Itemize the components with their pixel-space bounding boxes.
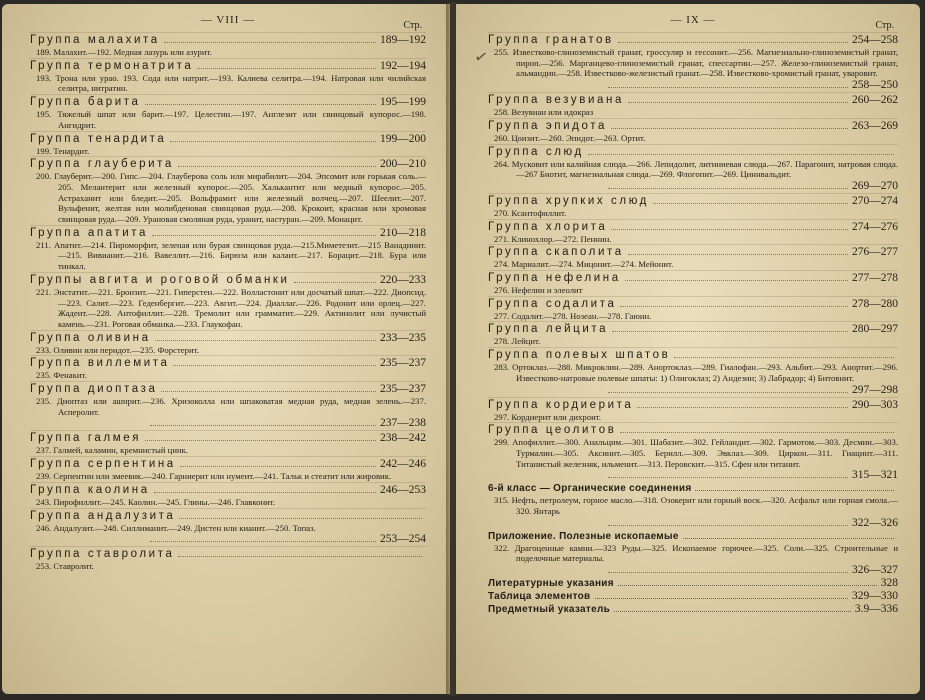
right-contents-list — [488, 32, 898, 482]
group-heading — [30, 94, 426, 109]
contents-group — [30, 156, 426, 225]
dot-leader — [154, 492, 376, 493]
page-range: 269—270 — [852, 179, 898, 192]
appendix-title: Приложение. Полезные ископаемые — [488, 530, 679, 542]
group-pages: 260—262 — [852, 94, 898, 107]
group-pages: 200—210 — [380, 158, 426, 171]
left-page — [2, 4, 450, 694]
group-heading — [30, 508, 426, 523]
mineral-entry: 235. Диоптаз или ашнрит.—236. Хризоколла или шпаковатая медная руда, медная зелень.—237. Асперолит. — [36, 396, 426, 417]
dot-leader — [628, 254, 848, 255]
dot-leader — [595, 598, 848, 599]
contents-group — [488, 270, 898, 296]
dot-leader — [620, 432, 894, 433]
dot-leader — [608, 188, 848, 189]
group-title: Группа эпидота — [488, 119, 607, 132]
contents-group — [30, 546, 426, 572]
appendix-heading — [488, 577, 898, 590]
contents-group — [488, 347, 898, 396]
page-range-line — [488, 517, 898, 530]
page-number-left: — VIII — — [200, 14, 256, 26]
dot-leader — [155, 340, 376, 341]
left-page-header — [30, 10, 426, 32]
appendix-entry: 322. Драгоценные камни.—323 Руды.—325. Ископаемое горючее.—325. Соли.—325. Строительные и поделочные материалы. — [494, 542, 898, 564]
dot-leader — [608, 525, 848, 526]
mineral-entry: 195. Тяжелый шпат или барит.—197. Целестин.—197. Англезит или свинцовый купорос.—198. Ангидрит. — [36, 109, 426, 130]
group-pages: 235—237 — [380, 383, 426, 396]
group-title: Группа гранатов — [488, 34, 614, 46]
group-heading — [488, 244, 898, 259]
appendix-title: Литературные указания — [488, 578, 614, 590]
group-pages: 192—194 — [380, 59, 426, 72]
group-heading — [30, 546, 426, 561]
group-heading — [488, 422, 898, 437]
group-heading — [488, 397, 898, 412]
group-heading — [488, 219, 898, 234]
dot-leader — [173, 365, 376, 366]
group-pages: 233—235 — [380, 331, 426, 344]
group-pages: 246—253 — [380, 483, 426, 496]
group-heading — [30, 272, 426, 287]
contents-group — [488, 32, 898, 92]
dot-leader — [588, 154, 894, 155]
contents-group — [488, 219, 898, 245]
page-range: 315—321 — [852, 469, 898, 482]
mineral-entry: 270. Ксантофиллит. — [494, 207, 567, 218]
appendix-pages: 328 — [880, 577, 898, 590]
group-pages: 278—280 — [852, 297, 898, 310]
contents-group — [30, 32, 426, 58]
mineral-entry: 260. Цоизит.—260. Эпидот.—263. Ортит. — [494, 132, 646, 143]
contents-group — [488, 321, 898, 347]
contents-group — [488, 144, 898, 193]
dot-leader — [150, 541, 376, 542]
page-range-line — [488, 180, 898, 193]
group-pages: 189—192 — [380, 34, 426, 46]
group-title: Группа глауберита — [30, 158, 174, 171]
dot-leader — [152, 235, 376, 236]
mineral-entry: 253. Ставролит. — [36, 561, 94, 572]
mineral-entry: 193. Трона или урао. 193. Сода или натрит.—193. Калиева селитра.—194. Натровая или чилийская селитра, нитратин. — [36, 72, 426, 94]
mineral-entry: 237. Галмей, каламин, кремнистый цинк. — [36, 445, 189, 456]
group-title: Группа тенардита — [30, 132, 167, 145]
dot-leader — [164, 42, 376, 43]
contents-group — [488, 296, 898, 322]
mineral-entry: 239. Серпентин или змеевик.—240. Гарниерит или нумеит.—241. Тальк и стеатит или жировик. — [36, 471, 392, 482]
appendix-entry: 315. Нефть, петролеум, горное масло.—318. Озокерит или горный воск.—320. Асфальт или горная смола.—320. Янтарь — [494, 495, 898, 517]
mineral-entry: 235. Фенакит. — [36, 370, 87, 381]
page-column-label: Стр. — [875, 20, 894, 31]
group-pages: 235—237 — [380, 357, 426, 370]
group-title: Группа хлорита — [488, 220, 608, 233]
group-title: Группа цеолитов — [488, 424, 617, 437]
dot-leader — [695, 490, 894, 491]
mineral-entry: 233. Оливин или перидот.—235. Форстерит. — [36, 344, 199, 355]
appendix-title: Предметный указатель — [488, 604, 611, 616]
group-title: Группа лейцита — [488, 323, 609, 336]
group-pages: 254—258 — [852, 34, 898, 46]
contents-group — [30, 430, 426, 456]
dot-leader — [625, 280, 848, 281]
page-column-label: Стр. — [403, 20, 422, 31]
group-pages: 274—276 — [852, 220, 898, 233]
group-heading — [30, 381, 426, 396]
mineral-entry: 264. Мусковит или калийная слюда.—266. Лепидолит, литиниевая слюда.—267. Парагонит, натровая слюда.—267 Биотит, магнезиальная слюда.—269. Флогопит.—269. Циннвальдит. — [494, 158, 898, 180]
group-title: Группа нефелина — [488, 272, 621, 285]
group-heading — [30, 482, 426, 497]
page-range-line — [488, 79, 898, 92]
dot-leader — [294, 282, 376, 283]
contents-group — [488, 397, 898, 423]
appendix-title: Таблица элементов — [488, 591, 591, 603]
page-number-right: — IX — — [670, 14, 716, 26]
group-heading — [488, 347, 898, 362]
group-title: Группа оливина — [30, 331, 151, 344]
mineral-entry: 274. Мариалит.—274. Мицонит.—274. Мейонит. — [494, 259, 674, 270]
contents-group — [488, 193, 898, 219]
group-title: Группа содалита — [488, 297, 617, 310]
appendix-heading — [488, 482, 898, 495]
dot-leader — [618, 585, 877, 586]
group-pages: 263—269 — [852, 119, 898, 132]
dot-leader — [628, 102, 848, 103]
group-heading — [30, 58, 426, 73]
group-heading — [488, 193, 898, 208]
group-heading — [488, 270, 898, 285]
group-heading — [30, 131, 426, 146]
dot-leader — [674, 357, 894, 358]
contents-group — [30, 131, 426, 157]
page-range-line — [488, 564, 898, 577]
page-range-line — [30, 533, 426, 546]
contents-group — [30, 94, 426, 130]
dot-leader — [637, 407, 848, 408]
page-range: 297—298 — [852, 383, 898, 396]
dot-leader — [150, 425, 376, 426]
group-title: Группа барита — [30, 96, 141, 109]
contents-group — [30, 225, 426, 272]
group-title: Группа слюд — [488, 145, 584, 158]
contents-group — [30, 272, 426, 330]
contents-group — [488, 92, 898, 118]
contents-group — [30, 456, 426, 482]
appendix-title: 6-й класс — Органические соединения — [488, 483, 692, 495]
group-title: Группа полевых шпатов — [488, 349, 671, 362]
page-range: 326—327 — [852, 564, 898, 577]
contents-group — [488, 422, 898, 482]
mineral-entry: 299. Апофиллит.—300. Анальцим.—301. Шабазит.—302. Гейландит.—302. Гармотом.—303. Десмин.—303. Турмалин.—305. Аксинит.—305. Берилл.—309. Эвклаз.—309. Циркон.—311. Гиацинт.—311. Титанистый железняк, ильменит.—313. Перовскит.—315. Сфен или титанит. — [494, 437, 898, 469]
page-range: 237—238 — [380, 417, 426, 430]
contents-group — [30, 508, 426, 547]
contents-group — [488, 118, 898, 144]
dot-leader — [161, 391, 376, 392]
page-range-line — [30, 417, 426, 430]
group-pages: 242—246 — [380, 458, 426, 471]
group-pages: 280—297 — [852, 323, 898, 336]
left-contents-list — [30, 32, 426, 572]
group-title: Группа диоптаза — [30, 383, 158, 396]
mineral-entry: 258. Везувиан или идокраз — [494, 107, 594, 118]
contents-group — [30, 330, 426, 356]
mineral-entry: 278. Лейцит. — [494, 336, 541, 347]
mineral-entry: 189. Малахит.—192. Медная лазурь или азурит. — [36, 47, 212, 57]
group-pages: 195—199 — [380, 96, 426, 109]
dot-leader — [608, 392, 848, 393]
dot-leader — [611, 229, 848, 230]
group-title: Группа везувиана — [488, 94, 624, 107]
page-range-line — [488, 384, 898, 397]
group-title: Группа скаполита — [488, 246, 624, 259]
dot-leader — [683, 538, 894, 539]
group-heading — [30, 225, 426, 240]
group-pages: 199—200 — [380, 132, 426, 145]
group-pages: 290—303 — [852, 398, 898, 411]
group-title: Группа кордиерита — [488, 398, 634, 411]
dot-leader — [608, 87, 848, 88]
contents-group — [30, 355, 426, 381]
check-mark-icon: ✓ — [472, 48, 490, 68]
group-title: Группа хрупких слюд — [488, 194, 649, 207]
group-title: Группа малахита — [30, 34, 160, 46]
group-heading — [488, 296, 898, 311]
dot-leader — [180, 466, 376, 467]
group-pages: 277—278 — [852, 272, 898, 285]
group-heading — [30, 32, 426, 47]
group-title: Группа апатита — [30, 226, 149, 239]
mineral-entry: 297. Кордиерит или дихроит. — [494, 411, 602, 422]
dot-leader — [145, 104, 376, 105]
dot-leader — [611, 128, 848, 129]
dot-leader — [179, 518, 422, 519]
mineral-entry: 221. Энстатит.—221. Бронзит.—221. Гиперстен.—222. Волластонит или досчатый шпат.—222. Диопсид.—223. Салит.—223. Геденбергит.—223. Авгит.—224. Диаллаг.—226. Родонит или орлец.—227. Жадеит.—228. Антофиллит.—228. Тремолит или грамматит.—229. Актинолит или лучистый камень.—231. Роговая обманка.—233. Глаукофан. — [36, 286, 426, 329]
mineral-entry: 271. Клинохлор.—272. Пеннин. — [494, 233, 612, 244]
dot-leader — [145, 440, 376, 441]
group-heading — [488, 92, 898, 107]
group-heading — [30, 456, 426, 471]
appendix-list — [488, 482, 898, 616]
appendix-pages: 329—330 — [852, 590, 898, 603]
appendix-heading — [488, 603, 898, 616]
group-pages: 210—218 — [380, 226, 426, 239]
group-title: Группа ставролита — [30, 548, 175, 561]
group-pages: 276—277 — [852, 246, 898, 259]
mineral-entry: 283. Ортоклаз.—288. Микроклин.—289. Анортоклаз.—289. Гиалофан.—293. Альбит.—293. Анортит.—296. Известково-натровые полевые шпаты: 1) Олигоклаз; 2) Андезин; 3) Лабрадор; 4) Битовнит. — [494, 362, 898, 383]
group-heading — [30, 355, 426, 370]
contents-group — [30, 482, 426, 508]
page-range: 322—326 — [852, 516, 898, 529]
dot-leader — [612, 331, 848, 332]
group-pages: 270—274 — [852, 194, 898, 207]
mineral-entry: 255. Известково-глиноземистый гранат, гроссуляр и гессонит.—256. Магнезиально-глиноземистый гранат, пироп.—256. Марганцево-глиноземистый гранат, спессартин.—257. Железо-глиноземистый гранат, альмандин.—258. Известково-железистый гранат.—258. Известково-хромистый гранат, уваровит. — [494, 47, 898, 79]
mineral-entry: 276. Нефелин и элеолит — [494, 285, 583, 296]
mineral-entry: 199. Тенардит. — [36, 145, 90, 156]
mineral-entry: 243. Пирофиллит.—245. Каолин.—245. Глины.—246. Главконит. — [36, 496, 276, 507]
appendix-heading — [488, 530, 898, 543]
dot-leader — [618, 42, 848, 43]
contents-group — [488, 244, 898, 270]
dot-leader — [608, 477, 848, 478]
group-heading — [488, 321, 898, 336]
group-title: Группы авгита и роговой обманки — [30, 273, 290, 286]
page-range: 253—254 — [380, 533, 426, 546]
group-heading — [488, 32, 898, 47]
group-title: Группа серпентина — [30, 458, 176, 471]
dot-leader — [170, 141, 376, 142]
right-page-header — [488, 10, 898, 32]
group-heading — [30, 156, 426, 171]
mineral-entry: 246. Андалузит.—248. Силлиманит.—249. Дистен или кианит.—250. Топаз. — [36, 522, 316, 533]
dot-leader — [620, 306, 848, 307]
group-heading — [30, 330, 426, 345]
right-page — [456, 4, 920, 694]
contents-group — [30, 58, 426, 94]
contents-group — [30, 381, 426, 430]
group-pages: 220—233 — [380, 273, 426, 286]
group-title: Группа виллемита — [30, 357, 170, 370]
group-title: Группа андалузита — [30, 509, 176, 522]
appendix-pages: 3.9—336 — [854, 603, 898, 616]
mineral-entry: 200. Глауберит.—200. Гипс.—204. Глауберова соль или мирабилит.—204. Эпсомит или горькая соль.—205. Мелантерит или железный купорос.—205. Халькантит или медный купорос.—205. Астраханит или бледит.—205. Вольфрамит или железный волчец.—207. Шеелит.—207. Вульфенит, желтая или молибденовая свинцовая руда.—208. Крокоит, красная или хромовая свинцовая руда.—209. Урановая смоляная руда, уранит, настуран.—209. Монацит. — [36, 171, 426, 225]
dot-leader — [608, 572, 848, 573]
appendix-heading — [488, 590, 898, 603]
group-heading — [488, 118, 898, 133]
page-range-line — [488, 469, 898, 482]
group-heading — [30, 430, 426, 445]
dot-leader — [197, 68, 376, 69]
group-pages: 238—242 — [380, 432, 426, 445]
dot-leader — [653, 203, 848, 204]
group-title: Группа каолина — [30, 483, 150, 496]
page-range: 258—250 — [852, 79, 898, 92]
dot-leader — [178, 166, 376, 167]
group-title: Группа галмея — [30, 432, 142, 445]
group-title: Группа термонатрита — [30, 59, 194, 72]
mineral-entry: 277. Содалит.—278. Нозеан.—278. Гаюин. — [494, 310, 652, 321]
dot-leader — [614, 611, 851, 612]
group-heading — [488, 144, 898, 159]
dot-leader — [178, 556, 422, 557]
mineral-entry: 211. Апатит.—214. Пироморфит, зеленая или бурая свинцовая руда.—215.Миметезит.—215 Ванадинит.—215. Вивианит.—216. Вавеллит.—216. Бирюза или калаит.—217. Борацит.—218. Бура или тинкал. — [36, 239, 426, 272]
